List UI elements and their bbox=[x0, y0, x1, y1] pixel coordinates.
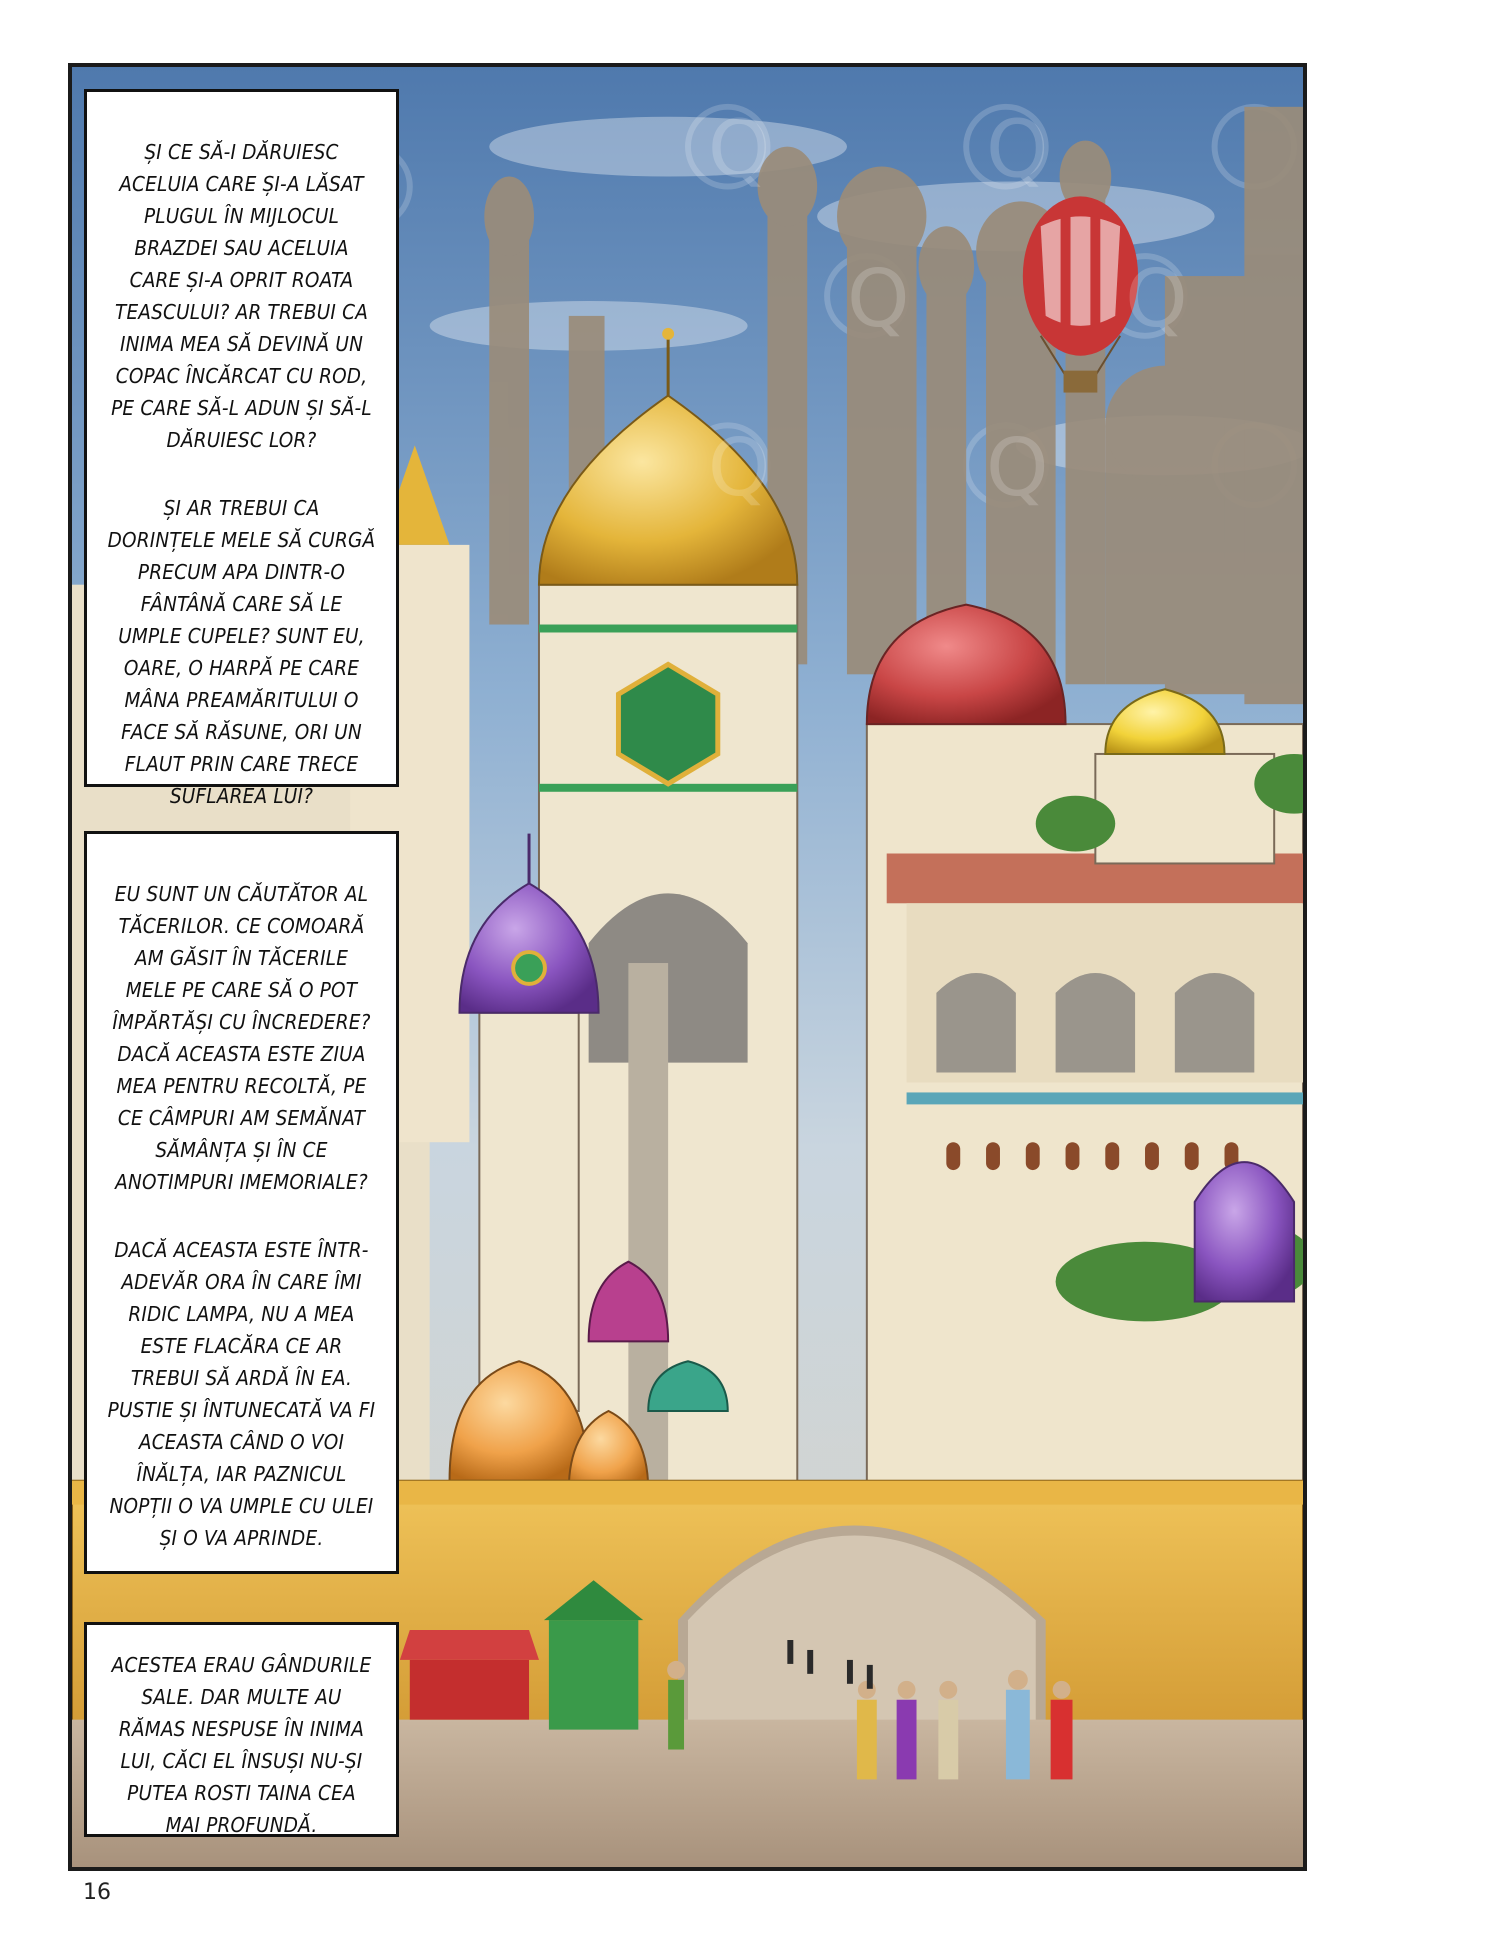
svg-text:Q: Q bbox=[1125, 251, 1188, 345]
caption-box-3 bbox=[84, 1622, 399, 1837]
caption-3-paragraph-1: ACESTEA ERAU GÂNDURILE SALE. DAR MULTE AU RĂMAS NESPUSE ÎN INIMA LUI, CĂCI EL ÎNSUȘI NU-ȘI PUTEA ROSTI TAINA CEA MAI PROFUNDĂ. bbox=[111, 1653, 372, 1837]
svg-text:Q: Q bbox=[986, 421, 1049, 515]
caption-box-2 bbox=[84, 831, 399, 1574]
caption-1-paragraph-2: ȘI AR TREBUI CA DORINȚELE MELE SĂ CURGĂ PRECUM APA DINTR-O FÂNTÂNĂ CARE SĂ LE UMPLE CUPELE? SUNT EU, OARE, O HARPĂ PE CARE MÂNA PREAMĂRITULUI O FACE SĂ RĂSUNE, ORI UN FLAUT PRIN CARE TRECE SUFLAREA LUI? bbox=[107, 496, 376, 808]
caption-box-1 bbox=[84, 89, 399, 808]
caption-2-paragraph-2: DACĂ ACEASTA ESTE ÎNTR-ADEVĂR ORA ÎN CARE ÎMI RIDIC LAMPA, NU A MEA ESTE FLACĂRA CE AR TREBUI SĂ ARDĂ ÎN EA. PUSTIE ȘI ÎNTUNECATĂ VA FI ACEASTA CÂND O VOI ÎNĂLȚA, IAR PAZNICUL NOPȚII O VA UMPLE CU ULEI ȘI O VA APRINDE. bbox=[107, 1238, 376, 1550]
svg-text:Q: Q bbox=[986, 102, 1049, 196]
caption-1-paragraph-1: ȘI CE SĂ-I DĂRUIESC ACELUIA CARE ȘI-A LĂSAT PLUGUL ÎN MIJLOCUL BRAZDEI SAU ACELUIA CARE ȘI-A OPRIT ROATA TEASCULUI? AR TREBUI CA INIMA MEA SĂ DEVINĂ UN COPAC ÎNCĂRCAT CU ROD, PE CARE SĂ-L ADUN ȘI SĂ-L DĂRUIESC LOR? bbox=[111, 140, 372, 452]
page-number: 16 bbox=[83, 1880, 111, 1905]
caption-2-paragraph-1: EU SUNT UN CĂUTĂTOR AL TĂCERILOR. CE COMOARĂ AM GĂSIT ÎN TĂCERILE MELE PE CARE SĂ O POT ÎMPĂRTĂȘI CU ÎNCREDERE? DACĂ ACEASTA ESTE ZIUA MEA PENTRU RECOLTĂ, PE CE CÂMPURI AM SEMĂNAT SĂMÂNȚA ȘI ÎN CE ANOTIMPURI IMEMORIALE? bbox=[112, 882, 371, 1194]
svg-text:Q: Q bbox=[846, 251, 910, 345]
svg-text:Q: Q bbox=[707, 421, 771, 515]
svg-text:Q: Q bbox=[707, 102, 771, 196]
